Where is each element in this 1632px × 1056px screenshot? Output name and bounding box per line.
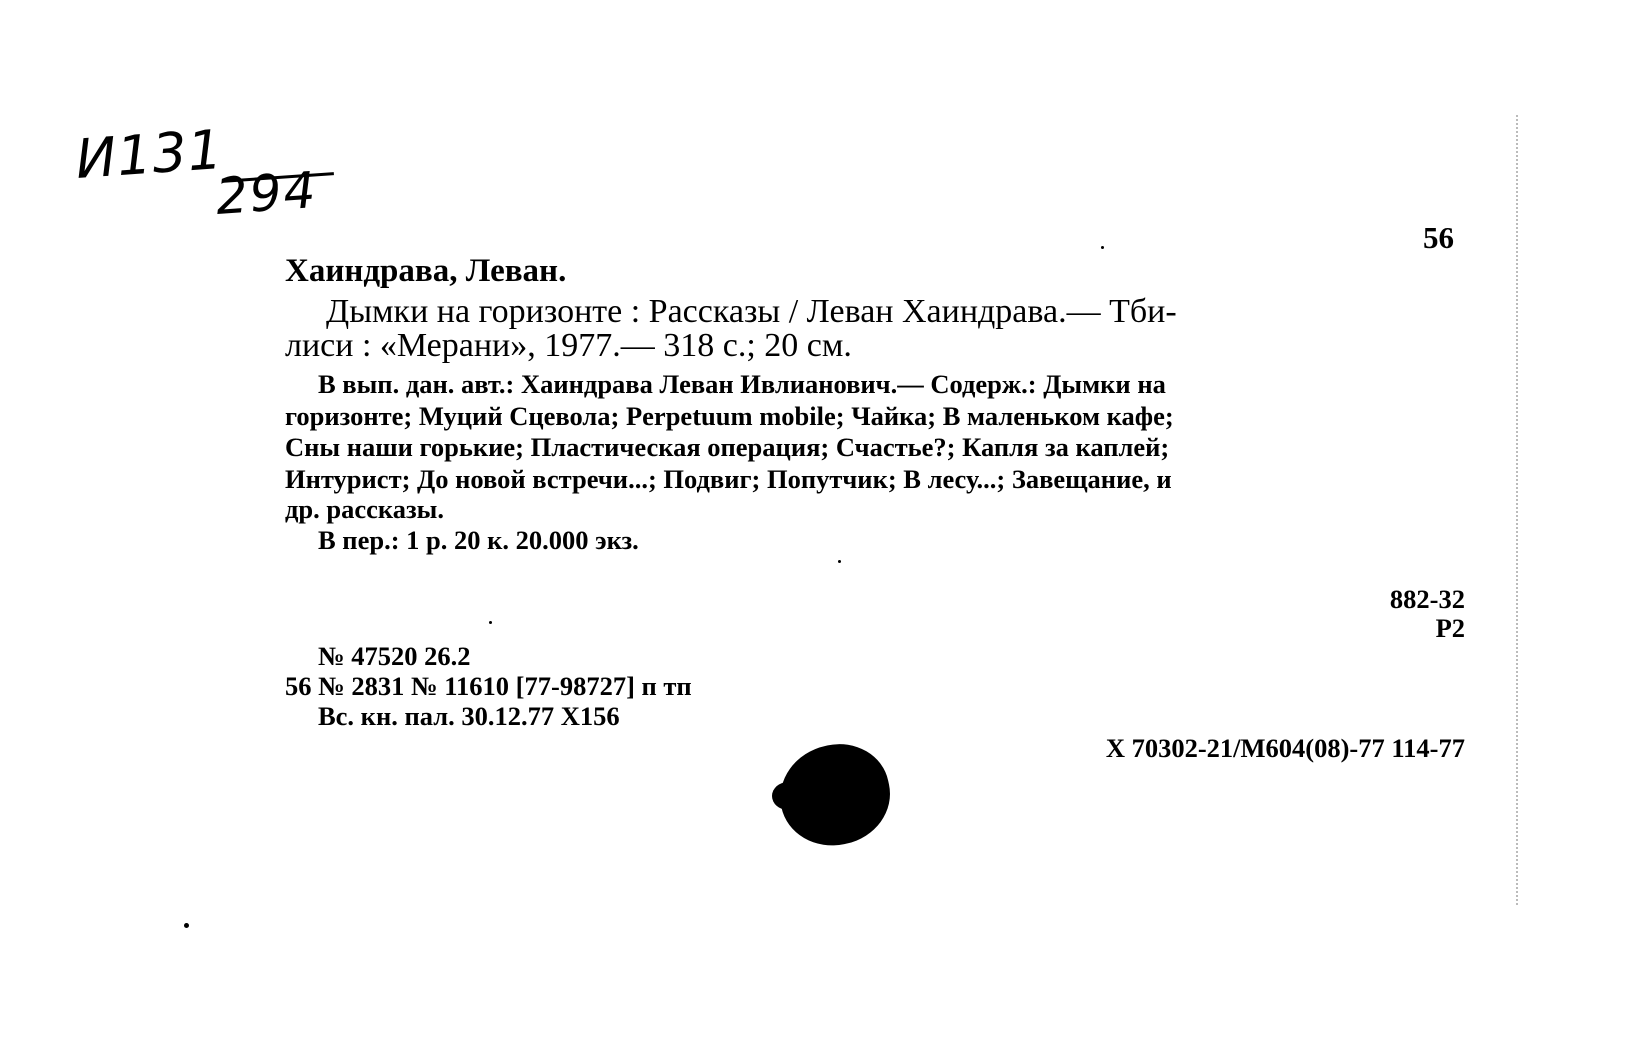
- card-number: 56: [1423, 220, 1454, 255]
- ink-blot-edge: [772, 782, 804, 810]
- notes-line: В вып. дан. авт.: Хаиндрава Леван Ивлианович.— Содерж.: Дымки на: [318, 369, 1166, 399]
- title-line: Дымки на горизонте : Рассказы / Леван Хаиндрава.— Тби-: [326, 293, 1177, 330]
- ink-speck: [184, 923, 189, 928]
- ink-speck: [1101, 246, 1104, 249]
- ink-speck: [838, 560, 841, 563]
- registry-line: 56 № 2831 № 11610 [77-98727] п тп: [285, 671, 692, 701]
- notes-line: горизонте; Муций Сцевола; Perpetuum mobile; Чайка; В маленьком кафе;: [285, 401, 1174, 431]
- notes-line: др. рассказы.: [285, 494, 444, 524]
- shelfmark-numerator: И131: [73, 117, 226, 191]
- price-line: В пер.: 1 р. 20 к. 20.000 экз.: [318, 525, 639, 555]
- registry-line: Вс. кн. пал. 30.12.77 X156: [318, 701, 620, 731]
- title-line: лиси : «Мерани», 1977.— 318 с.; 20 см.: [285, 327, 852, 364]
- author-heading: Хаиндрава, Леван.: [285, 253, 567, 289]
- udc-code: 882-32: [1389, 584, 1465, 614]
- notes-line: Сны наши горькие; Пластическая операция; Счастье?; Капля за каплей;: [285, 432, 1170, 462]
- bbk-code: Р2: [1435, 613, 1465, 643]
- shelfmark-denominator: 294: [213, 161, 320, 226]
- notes-line: Интурист; До новой встречи...; Подвиг; Попутчик; В лесу...; Завещание, и: [285, 464, 1172, 494]
- card-edge-line: [1516, 115, 1518, 905]
- registry-line: № 47520 26.2: [318, 641, 471, 671]
- ink-speck: [489, 621, 492, 624]
- publisher-code: Х 70302-21/М604(08)-77 114-77: [1105, 733, 1465, 763]
